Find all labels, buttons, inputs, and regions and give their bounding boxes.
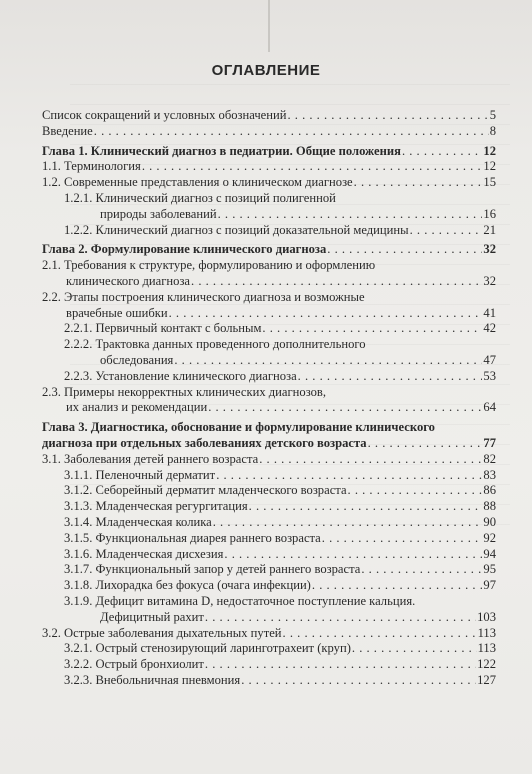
toc-page-number: 47 [483,352,496,367]
toc-page-number: 113 [477,641,496,656]
toc-entry-text: Глава 2. Формулирование клинического диагноза [42,242,327,257]
toc-entry [42,207,496,223]
toc-page-number: 83 [483,467,496,482]
toc-entry [42,578,496,594]
toc-page-number: 113 [477,625,496,640]
toc-page-number: 103 [477,609,496,624]
toc-page-number: 94 [483,546,496,561]
toc-entry-text: 3.2. Острые заболевания дыхательных путей [42,625,282,640]
toc-page-number: 86 [483,483,496,498]
toc-entry [42,108,496,124]
toc-entry [42,159,496,175]
toc-entry [42,369,496,385]
toc-entry-text-continued: природы заболеваний [100,206,217,221]
toc-entry [42,353,496,369]
toc-entry-text: 3.1.6. Младенческая дисхезия [64,546,224,561]
toc-page-number: 97 [483,578,496,593]
toc-page-number: 42 [483,321,496,336]
table-of-contents [42,108,496,689]
toc-chapter-entry [42,242,496,258]
toc-entry [42,175,496,191]
toc-entry-text: 3.1.2. Себорейный дерматит младенческого возраста [64,483,347,498]
toc-page-number: 8 [489,123,496,138]
toc-page-number: 16 [483,206,496,221]
toc-page-number: 64 [483,400,496,415]
toc-page-number: 127 [477,672,496,687]
toc-entry [42,468,496,484]
toc-entry-text: 2.1. Требования к структуре, формулированию и оформлению [42,258,376,273]
toc-chapter-entry-text: Глава 3. Диагностика, обоснование и формулирование клинического [42,420,435,435]
toc-page-number: 77 [483,435,496,450]
toc-chapter-entry [42,436,496,452]
toc-entry-text-continued: диагноза при отдельных заболеваниях детского возраста [42,435,367,450]
toc-entry-text: 2.2.3. Установление клинического диагноза [64,368,297,383]
toc-entry [42,124,496,140]
toc-entry-text: 3.1.5. Функциональная диарея раннего возраста [64,530,321,545]
toc-page-number: 32 [483,273,496,288]
toc-entry-text: 3.1.8. Лихорадка без фокуса (очага инфекции) [64,578,311,593]
toc-page-number: 15 [483,175,496,190]
toc-entry [42,547,496,563]
toc-entry-text: 1.2.2. Клинический диагноз с позиций доказательной медицины [64,222,409,237]
toc-entry [42,400,496,416]
toc-page-number: 92 [483,530,496,545]
toc-page-number: 5 [489,108,496,122]
toc-entry [42,274,496,290]
toc-entry-text-continued: обследования [100,352,174,367]
toc-entry [42,321,496,337]
toc-chapter-entry [42,144,496,160]
toc-entry [42,306,496,322]
toc-entry [42,223,496,239]
toc-entry-text-continued: Дефицитный рахит [100,609,204,624]
toc-entry [42,641,496,657]
toc-entry-text: 3.1. Заболевания детей раннего возраста [42,451,259,466]
toc-entry [42,673,496,689]
toc-entry-text: 3.1.1. Пеленочный дерматит [64,467,216,482]
page-title: ОГЛАВЛЕНИЕ [211,62,321,79]
toc-entry-text: 1.2.1. Клинический диагноз с позиций полигенной [64,190,336,205]
toc-entry-text-continued: врачебные ошибки [66,305,168,320]
toc-entry [42,483,496,499]
toc-page-number: 82 [483,451,496,466]
toc-entry-text-continued: их анализ и рекомендации [66,400,208,415]
toc-entry [42,626,496,642]
toc-entry-text: 3.1.7. Функциональный запор у детей раннего возраста [64,562,361,577]
toc-page-number: 122 [477,657,496,672]
toc-page-number: 41 [483,305,496,320]
toc-page-number: 53 [483,368,496,383]
toc-entry-text-continued: клинического диагноза [66,273,191,288]
toc-entry [42,562,496,578]
toc-entry [42,531,496,547]
toc-entry-text: Список сокращений и условных обозначений [42,108,287,122]
toc-entry-text: 3.1.9. Дефицит витамина D, недостаточное поступление кальция. [64,593,416,608]
toc-entry-text: 3.2.3. Внебольничная пневмония [64,672,241,687]
toc-page-number: 32 [483,242,496,257]
toc-entry [42,610,496,626]
toc-entry-text: 3.1.4. Младенческая колика [64,514,212,529]
toc-entry-text: Введение [42,123,93,138]
page-fold-line [268,0,270,52]
toc-entry-text: 2.2.1. Первичный контакт с больным [64,321,262,336]
toc-page-number: 12 [483,143,496,158]
toc-entry-text: Глава 1. Клинический диагноз в педиатрии. Общие положения [42,143,401,158]
toc-page-number: 90 [483,514,496,529]
toc-entry [42,657,496,673]
toc-page-number: 21 [483,222,496,237]
toc-entry [42,452,496,468]
toc-entry-text: 3.1.3. Младенческая регургитация [64,499,248,514]
toc-page-number: 95 [483,562,496,577]
toc-entry-text: 1.1. Терминология [42,159,141,174]
toc-page-number: 88 [483,499,496,514]
toc-entry-text: 1.2. Современные представления о клиническом диагнозе [42,175,353,190]
toc-entry-text: 3.2.1. Острый стенозирующий ларинготрахеит (круп) [64,641,351,656]
toc-entry-text: 2.3. Примеры некорректных клинических диагнозов, [42,384,327,399]
toc-entry [42,499,496,515]
toc-entry [42,515,496,531]
toc-entry-text: 3.2.2. Острый бронхиолит [64,657,204,672]
toc-entry-text: 2.2.2. Трактовка данных проведенного дополнительного [64,337,366,352]
toc-entry-text: 2.2. Этапы построения клинического диагноза и возможные [42,289,365,304]
toc-page-number: 12 [483,159,496,174]
